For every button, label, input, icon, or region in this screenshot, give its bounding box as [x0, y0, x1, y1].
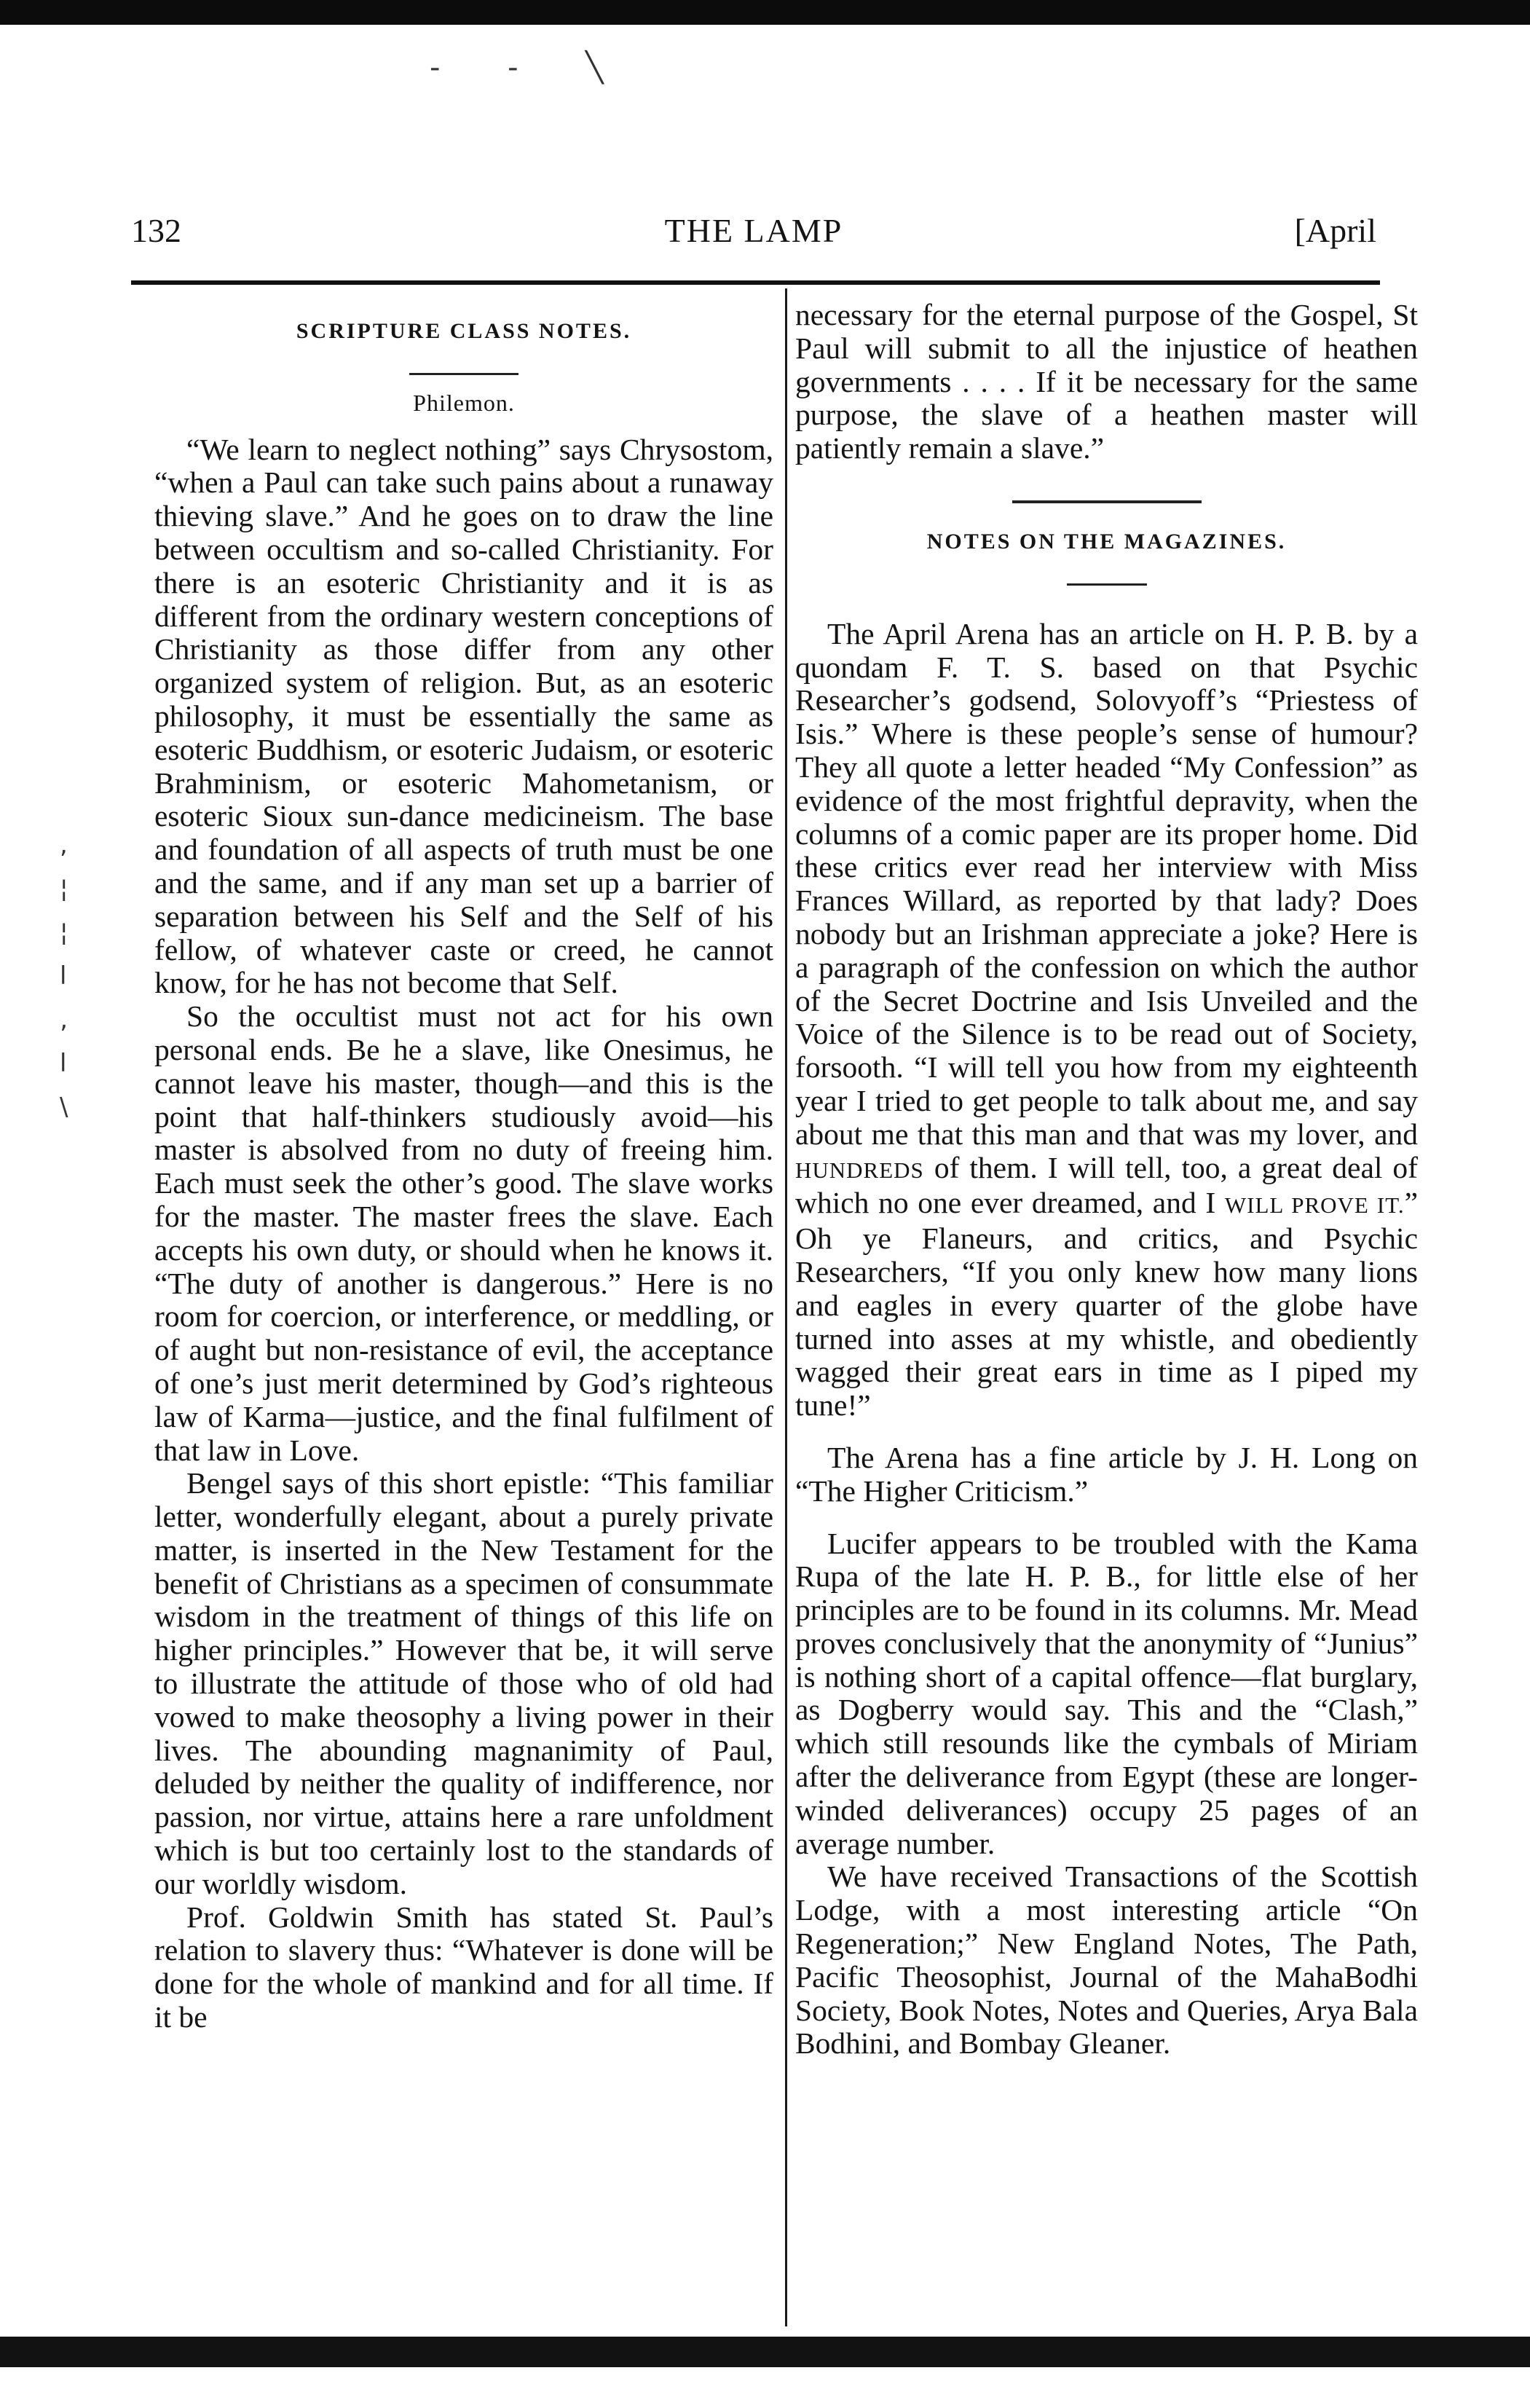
right-column — [795, 299, 1418, 2061]
subheading-philemon: Philemon. — [413, 389, 515, 416]
paragraph-received: We have received Transactions of the Scottish Lodge, with a most interesting article “On Regeneration;” New England Notes, The Path, Pacific Theosophist, Journal of the MahaBodhi Society, Book Notes, Notes and Queries, Arya Bala Bodhini, and Bombay Gleaner. — [795, 1860, 1418, 2061]
paragraph-arena — [795, 618, 1418, 1423]
running-head — [131, 211, 1376, 255]
left-column — [154, 299, 773, 2034]
heading-dash — [1067, 583, 1147, 586]
header-rule — [131, 280, 1380, 285]
paragraph: Prof. Goldwin Smith has stated St. Paul’s relation to slavery thus: “Whatever is done will be done for the whole of mankind and for all time. If it be — [154, 1900, 773, 2034]
bottom-scan-border — [0, 2337, 1530, 2367]
page-number: 132 — [131, 212, 181, 249]
margin-marks: , ¦ ¦ l ‚ l \ — [60, 830, 68, 1122]
column-divider — [785, 288, 787, 2326]
text-run: of them. I will tell, too, a great deal of which no one ever dreamed, and I — [795, 1150, 1418, 1220]
top-scan-border — [0, 0, 1530, 25]
continued-paragraph: necessary for the eternal purpose of the Gospel, St Paul will submit to all the injustice of heathen governments . . . . If it be necessary for the same purpose, the slave of a heathen master will patiently remain a slave.” — [795, 298, 1418, 465]
paragraph: So the occultist must not act for his own personal ends. Be he a slave, like Onesimus, he cannot leave his master, though—and this is the point that half-thinkers studiously avoid—his master is absolved from no duty of freeing him. Each must seek the other’s good. The slave works for the master. The master frees the slave. Each accepts his own duty, or should when he knows it. “The duty of another is dangerous.” Here is no room for coercion, or interference, or meddling, or of aught but non-resistance of evil, the acceptance of one’s just merit determined by God’s righteous law of Karma—justice, and the final fulfilment of that law in Love. — [154, 999, 773, 1467]
small-caps-text: WILL PROVE IT. — [1224, 1192, 1405, 1219]
heading-rule — [409, 373, 518, 375]
small-caps-text: HUNDREDS — [795, 1157, 924, 1183]
scan-specks: ‐ ‐ ╲ — [430, 51, 633, 84]
section-rule — [1012, 500, 1202, 503]
journal-title: THE LAMP — [664, 212, 843, 249]
paragraph: Bengel says of this short epistle: “This familiar letter, wonderfully elegant, about a purely private matter, is inserted in the New Testament for the benefit of Christians as a specimen of consummate wisdom in the treatment of things of this life on higher principles.” However that be, it will serve to illustrate the attitude of those who of old had vowed to make theosophy a living power in their lives. The abounding magnanimity of Paul, deluded by neither the quality of indifference, nor passion, nor virtue, attains here a rare unfoldment which is but too certainly lost to the standards of our worldly wisdom. — [154, 1466, 773, 1900]
paragraph-lucifer: Lucifer appears to be troubled with the Kama Rupa of the late H. P. B., for little else of her principles are to be found in its columns. Mr. Mead proves conclusively that the anonymity of “Junius” is nothing short of a capital offence—flat burglary, as Dogberry would say. This and the “Clash,” which still resounds like the cymbals of Miriam after the deliverance from Egypt (these are longer-winded deliverances) occupy 25 pages of an average number. — [795, 1526, 1418, 1860]
paragraph-arena-criticism: The Arena has a fine article by J. H. Long on “The Higher Criticism.” — [795, 1440, 1418, 1508]
issue-month: [April — [1294, 212, 1376, 249]
text-run: ” Oh ye Flaneurs, and critics, and Psychic Researchers, “If you only knew how many lions and eagles in every quarter of the globe have turned into asses at my whistle, and obediently wagged their great ears in time as I piped my tune!” — [795, 1186, 1419, 1423]
section-heading-scripture: SCRIPTURE CLASS NOTES. — [296, 319, 632, 343]
text-run: The April Arena has an article on H. P. B. by a quondam F. T. S. based on that Psychic Researcher’s godsend, Solovyoff’s “Priestess of Isis.” Where is these people’s sense of humour? They all quote a letter headed “My Confession” as evidence of the most frightful depravity, when the columns of a comic paper are its proper home. Did these critics ever read her interview with Miss Frances Willard, as reported by that lady? Does nobody but an Irishman appreciate a joke? Here is a paragraph of the confession on which the author of the Secret Doctrine and Isis Unveiled and the Voice of the Silence is to be read out of Society, forsooth. “I will tell you how from my eighteenth year I tried to get people to talk about me, and say about me that this man and that was my lover, and — [795, 616, 1418, 1151]
section-heading-magazines: NOTES ON THE MAGAZINES. — [926, 529, 1287, 554]
paragraph: “We learn to neglect nothing” says Chrysostom, “when a Paul can take such pains about a runaway thieving slave.” And he goes on to draw the line between occultism and so-called Christianity. For there is an esoteric Christianity and it is as different from the ordinary western conceptions of Christianity as those differ from any other organized system of religion. But, as an esoteric philosophy, it must be essentially the same as esoteric Buddhism, or esoteric Judaism, or esoteric Brahminism, or esoteric Mahometanism, or esoteric Sioux sun-dance medicineism. The base and foundation of all aspects of truth must be one and the same, and if any man set up a barrier of separation between his Self and the Self of his fellow, of whatever caste or creed, he cannot know, for he has not become that Self. — [154, 432, 773, 1000]
